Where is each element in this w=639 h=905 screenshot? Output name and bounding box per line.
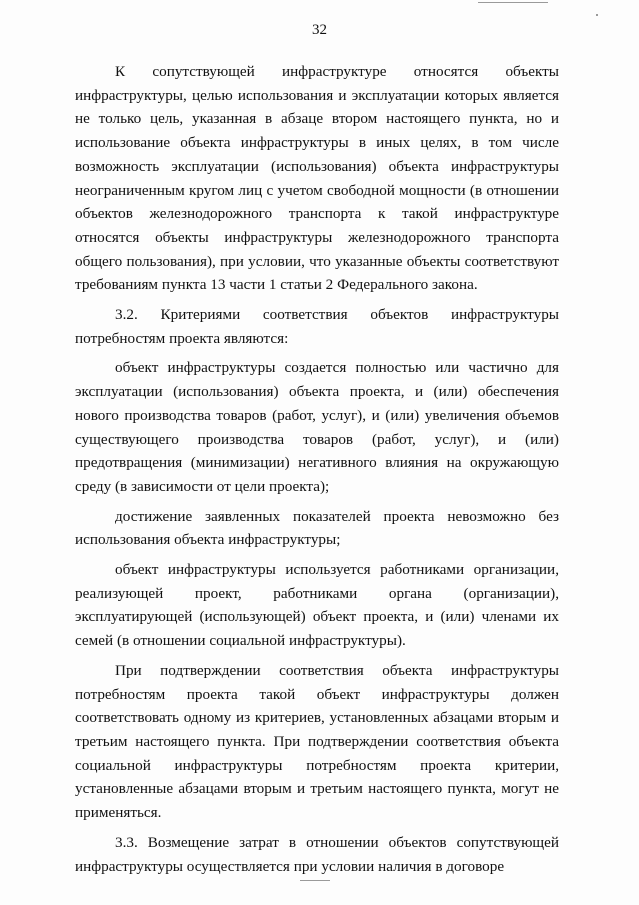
page-number: 32: [312, 22, 327, 38]
paragraph-criterion-indicators: достижение заявленных показателей проекта невозможно без использования объекта инфраструктуры;: [75, 507, 559, 549]
paragraph-criterion-creation: объект инфраструктуры создается полностью или частично для эксплуатации (использования) объекта проекта, и (или) обеспечения нового производства товаров (работ, услуг), и (или) увеличения объемов существующего производства товаров (работ, услуг), и (или) предотвращения (минимизации) негативного влияния на окружающую среду (в зависимости от цели проекта);: [75, 359, 559, 495]
paragraph-criterion-usage: объект инфраструктуры используется работниками организации, реализующей проект, работниками органа (организации), эксплуатирующей (использующей) объект проекта, и (или) членами их семей (в отношении социальной инфраструктуры).: [75, 561, 559, 650]
scan-artifact-top-right: [478, 2, 548, 3]
paragraph-cost-reimbursement: 3.3. Возмещение затрат в отношении объектов сопутствующей инфраструктуры осуществляется при условии наличия в договоре: [75, 833, 559, 875]
scan-artifact-bottom: [300, 880, 330, 881]
paragraph-related-infrastructure: К сопутствующей инфраструктуре относятся объекты инфраструктуры, целью использования и эксплуатации которых является не только цель, указанная в абзаце втором настоящего пункта, но и использование объекта инфраструктуры в иных целях, в том числе возможность эксплуатации (использования) объекта инфраструктуры неограниченным кругом лиц с учетом свободной мощности (в отношении объектов железнодорожного транспорта к такой инфраструктуре относятся объекты инфраструктуры железнодорожного транспорта общего пользования), при условии, что указанные объекты соответствуют требованиям пункта 13 части 1 статьи 2 Федерального закона.: [75, 63, 559, 294]
paragraph-criteria-heading: 3.2. Критериями соответствия объектов инфраструктуры потребностям проекта являются:: [75, 306, 559, 347]
scan-artifact-dot-right: [596, 14, 598, 16]
paragraph-confirmation: При подтверждении соответствия объекта инфраструктуры потребностям проекта такой объект инфраструктуры должен соответствовать одному из критериев, установленных абзацами вторым и третьим настоящего пункта. При подтверждении соответствия объекта социальной инфраструктуры потребностям проекта критерии, установленные абзацами вторым и третьим настоящего пункта, могут не применяться.: [75, 661, 559, 822]
document-body: [75, 60, 559, 878]
